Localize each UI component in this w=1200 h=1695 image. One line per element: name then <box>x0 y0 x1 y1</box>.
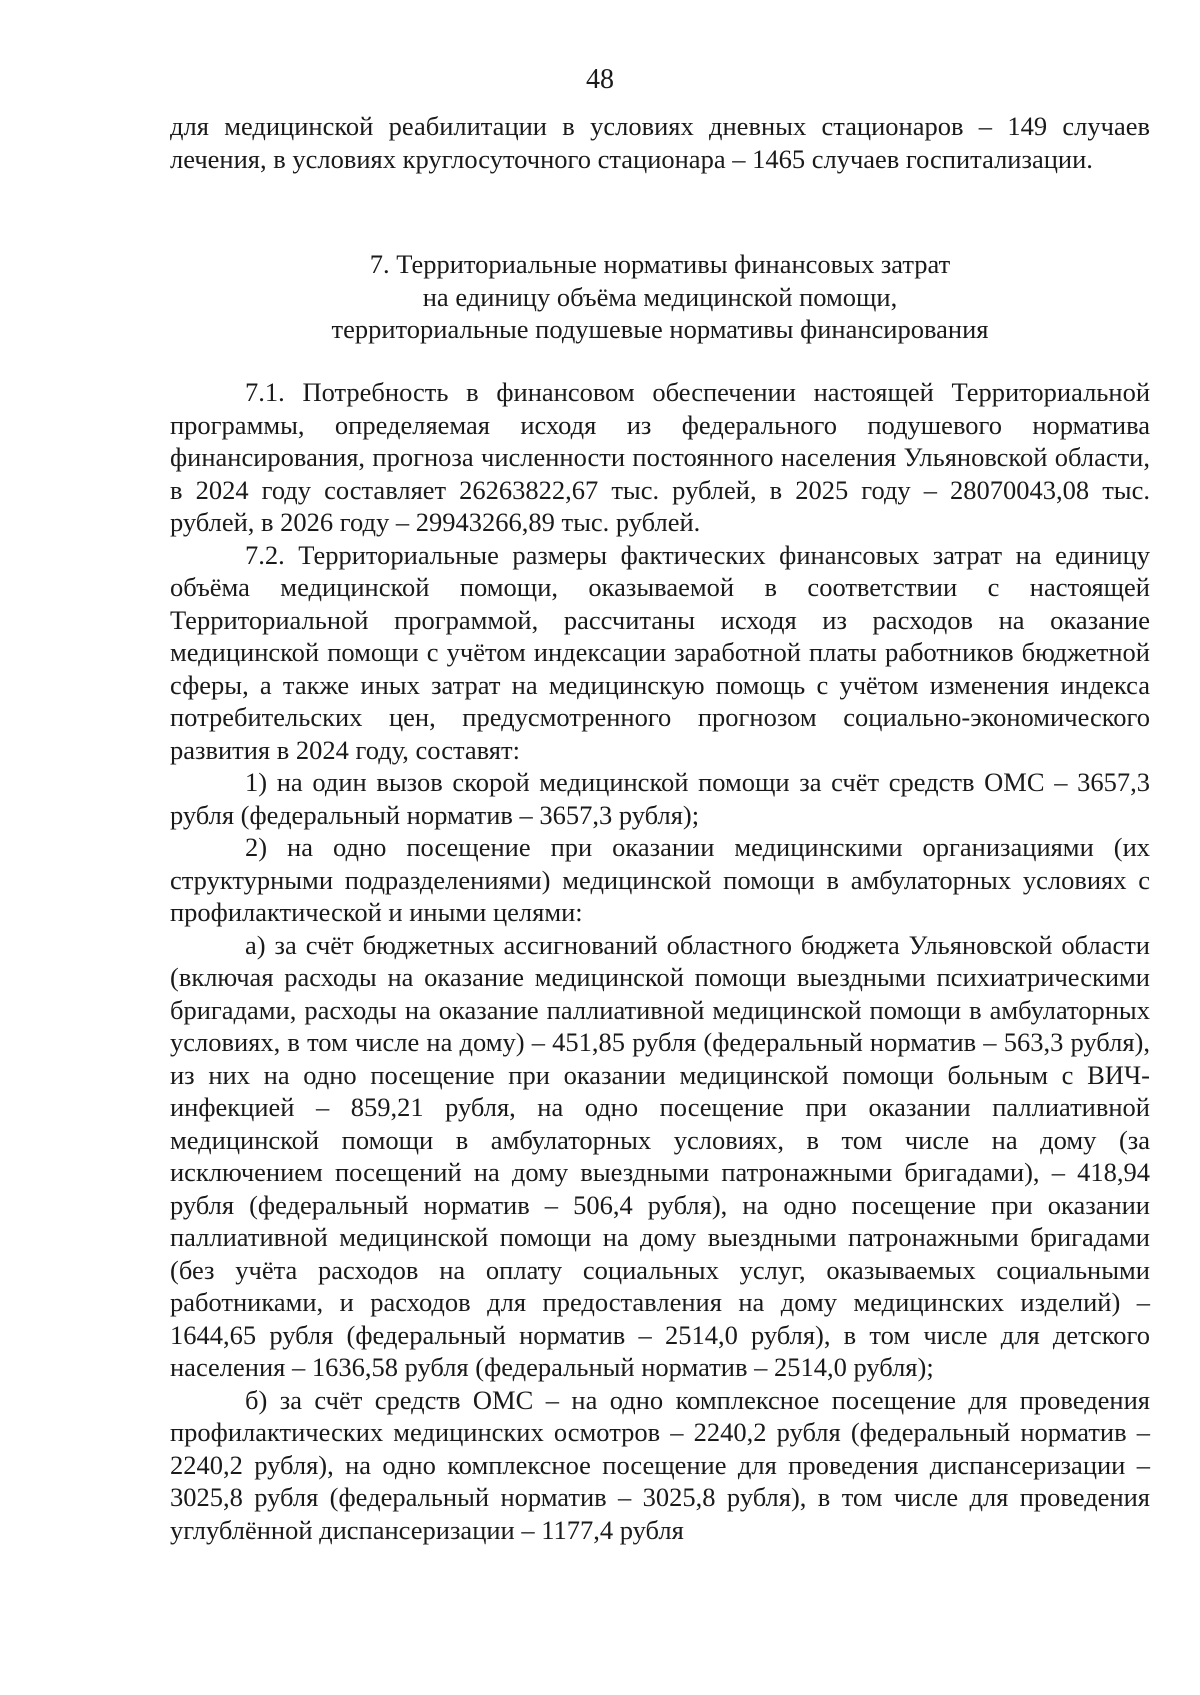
paragraph-item-a: а) за счёт бюджетных ассигнований областного бюджета Ульяновской области (включая расходы на оказание медицинской помощи выездными психиатрическими бригадами, расходы на оказание паллиативной медицинской помощи в амбулаторных условиях, в том числе на дому) – 451,85 рубля (федеральный норматив – 563,3 рубля), из них на одно посещение при оказании медицинской помощи больным с ВИЧ-инфекцией – 859,21 рубля, на одно посещение при оказании паллиативной медицинской помощи в амбулаторных условиях, в том числе на дому (за исключением посещений на дому выездными патронажными бригадами), – 418,94 рубля (федеральный норматив – 506,4 рубля), на одно посещение при оказании паллиативной медицинской помощи на дому выездными патронажными бригадами (без учёта расходов на оплату социальных услуг, оказываемых социальными работниками, и расходов для предоставления на дому медицинских изделий) – 1644,65 рубля (федеральный норматив – 2514,0 рубля), в том числе для детского населения – 1636,58 рубля (федеральный норматив – 2514,0 рубля); <box>170 929 1150 1382</box>
intro-paragraph-block <box>170 110 1150 175</box>
body-text <box>170 376 1150 1546</box>
paragraph-item-2: 2) на одно посещение при оказании медицинскими организациями (их структурными подразделениями) медицинской помощи в амбулаторных условиях с профилактической и иными целями: <box>170 832 1150 927</box>
paragraph-item-b: б) за счёт средств ОМС – на одно комплексное посещение для проведения профилактических медицинских осмотров – 2240,2 рубля (федеральный норматив – 2240,2 рубля), на одно комплексное посещение для проведения диспансеризации – 3025,8 рубля (федеральный норматив – 3025,8 рубля), в том числе для проведения углублённой диспансеризации – 1177,4 рубля <box>170 1384 1150 1545</box>
paragraph-item-1: 1) на один вызов скорой медицинской помощи за счёт средств ОМС – 3657,3 рубля (федеральный норматив – 3657,3 рубля); <box>170 767 1150 830</box>
section-title-line-1: 7. Территориальные нормативы финансовых затрат <box>369 249 951 279</box>
paragraph-7-2: 7.2. Территориальные размеры фактических финансовых затрат на единицу объёма медицинской помощи, оказываемой в соответствии с настоящей Территориальной программой, рассчитаны исходя из расходов на оказание медицинской помощи с учётом индексации заработной платы работников бюджетной сферы, а также иных затрат на медицинскую помощь с учётом изменения индекса потребительских цен, предусмотренного прогнозом социально-экономического развития в 2024 году, составят: <box>170 539 1150 765</box>
page-number: 48 <box>586 64 614 95</box>
section-title-line-2: на единицу объёма медицинской помощи, <box>422 281 898 312</box>
intro-paragraph: для медицинской реабилитации в условиях дневных стационаров – 149 случаев лечения, в условиях круглосуточного стационара – 1465 случаев госпитализации. <box>170 111 1150 174</box>
paragraph-7-1: 7.1. Потребность в финансовом обеспечении настоящей Территориальной программы, определяемая исходя из федерального подушевого норматива финансирования, прогноза численности постоянного населения Ульяновской области, в 2024 году составляет 26263822,67 тыс. рублей, в 2025 году – 28070043,08 тыс. рублей, в 2026 году – 29943266,89 тыс. рублей. <box>170 377 1150 537</box>
section-heading <box>170 248 1150 346</box>
section-title-line-3: территориальные подушевые нормативы финансирования <box>331 314 989 344</box>
